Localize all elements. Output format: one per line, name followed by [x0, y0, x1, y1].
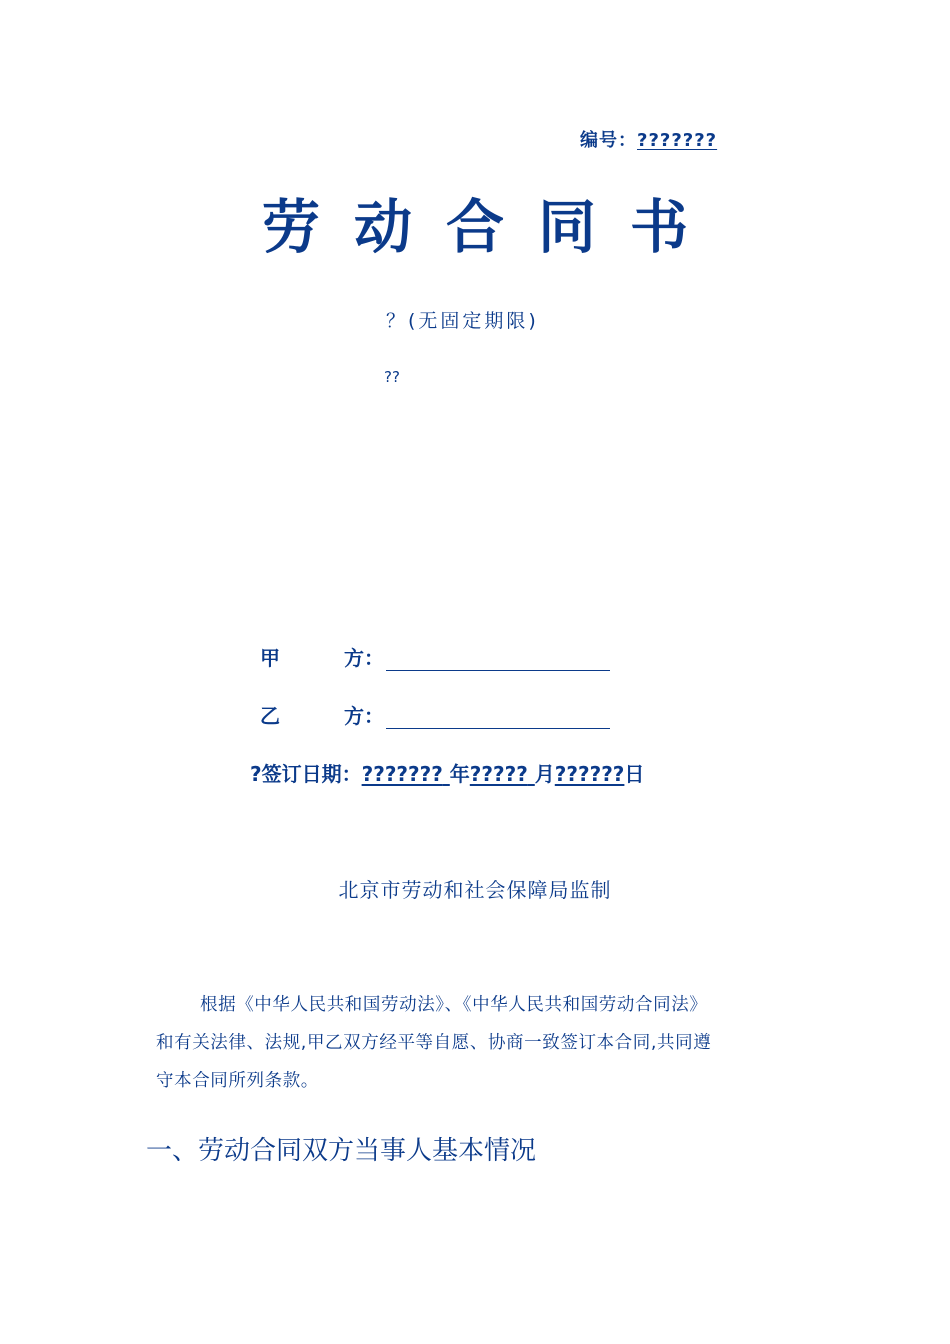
supervising-authority: 北京市劳动和社会保障局监制 [338, 878, 612, 902]
preamble-line-1: 根据《中华人民共和国劳动法》、《中华人民共和国劳动合同法》 [200, 995, 708, 1015]
contract-number-value: ??????? [637, 130, 718, 151]
party-a-label-char: 甲 [260, 646, 280, 670]
placeholder-marks: ?? [384, 368, 400, 386]
party-a-label-suffix: 方： [344, 646, 384, 670]
signing-month-unit: 月 [534, 762, 555, 786]
section-1-heading: 一、劳动合同双方当事人基本情况 [146, 1136, 537, 1166]
party-a-blank-line [386, 648, 610, 671]
signing-year-unit: 年 [449, 762, 470, 786]
signing-month-pad [528, 762, 535, 786]
preamble-line-2: 和有关法律、法规,甲乙双方经平等自愿、协商一致签订本合同,共同遵 [156, 1033, 712, 1053]
document-title: 劳动合同书 [261, 193, 722, 261]
signing-month-value: ????? [469, 762, 528, 786]
party-b-row [260, 700, 610, 729]
signing-year-value: ??????? [361, 762, 443, 786]
preamble-paragraph [156, 986, 796, 1100]
contract-type-subtitle: ？(无固定期限) [386, 310, 539, 332]
party-b-label-suffix: 方： [344, 704, 384, 728]
signing-year-pad [443, 762, 450, 786]
signing-day-unit: 日 [624, 762, 645, 786]
contract-number [580, 126, 725, 152]
party-b-blank-line [386, 706, 610, 729]
preamble-line-3: 守本合同所列条款。 [156, 1071, 319, 1091]
signing-date [250, 758, 644, 787]
signing-day-value: ?????? [554, 762, 625, 786]
party-b-label-char: 乙 [260, 704, 280, 728]
signing-date-label: ?签订日期： [250, 762, 362, 786]
party-a-row [260, 642, 610, 671]
contract-number-label: 编号： [580, 130, 637, 151]
